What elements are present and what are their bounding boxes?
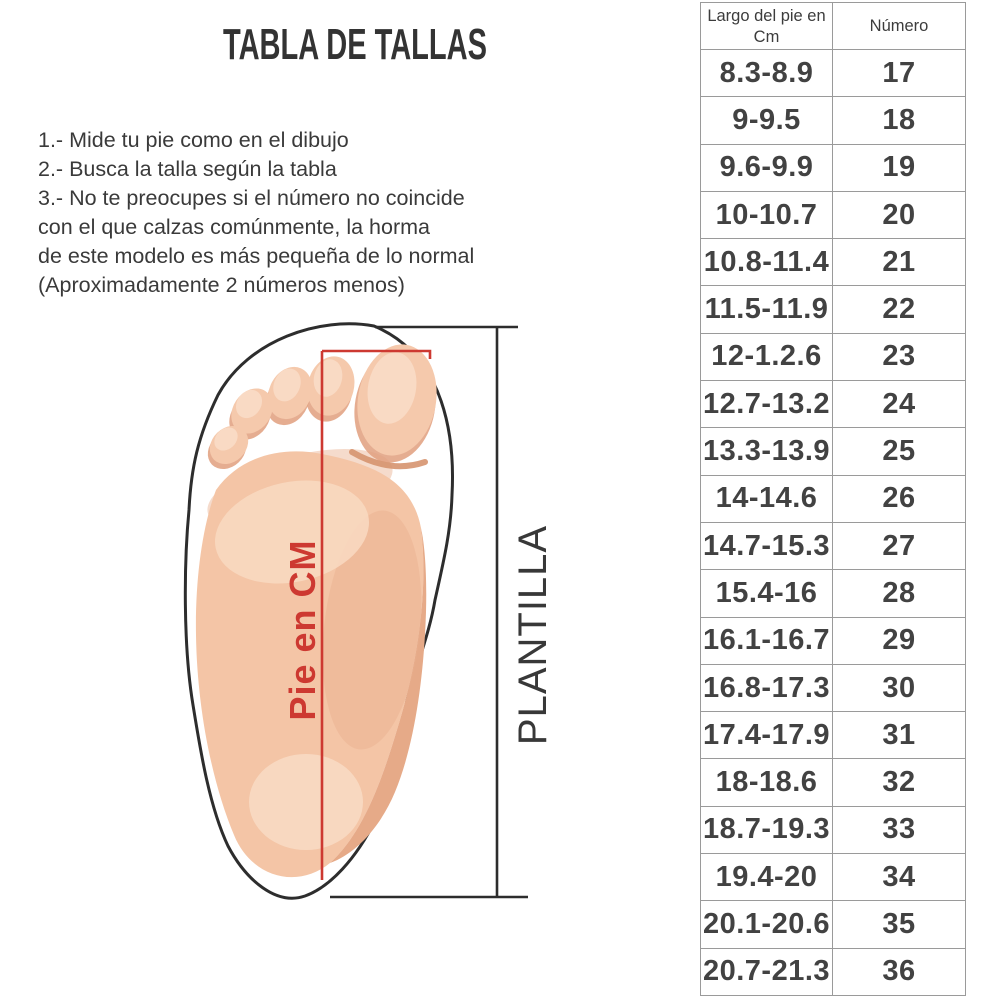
table-row — [701, 618, 965, 665]
cell-size-number: 19 — [882, 151, 916, 184]
foot-heel-highlight — [249, 754, 363, 850]
cell-foot-length: 19.4-20 — [701, 854, 833, 900]
table-row — [701, 807, 965, 854]
cell-size-number: 29 — [882, 624, 916, 657]
table-row — [701, 523, 965, 570]
instruction-line: 1.- Mide tu pie como en el dibujo — [38, 128, 349, 152]
cell-foot-length: 9.6-9.9 — [701, 145, 833, 191]
cell-foot-length: 8.3-8.9 — [701, 50, 833, 96]
cell-foot-length: 20.7-21.3 — [701, 949, 833, 995]
cell-size-number: 18 — [882, 103, 916, 136]
insole-label: PLANTILLA — [511, 524, 555, 746]
table-row — [701, 239, 965, 286]
foot-measurement-diagram — [0, 300, 600, 920]
cell-foot-length: 16.8-17.3 — [701, 665, 833, 711]
cell-size-number: 30 — [882, 671, 916, 704]
cell-size-number: 17 — [882, 56, 916, 89]
cell-foot-length: 13.3-13.9 — [701, 428, 833, 474]
cell-foot-length: 14.7-15.3 — [701, 523, 833, 569]
table-row — [701, 334, 965, 381]
cell-size-number: 31 — [882, 718, 916, 751]
cell-foot-length: 12.7-13.2 — [701, 381, 833, 427]
cell-size-number: 33 — [882, 813, 916, 846]
foot-length-label: Pie en CM — [282, 539, 323, 721]
cell-foot-length: 14-14.6 — [701, 476, 833, 522]
cell-size-number: 35 — [882, 907, 916, 940]
table-row — [701, 286, 965, 333]
cell-size-number: 24 — [882, 387, 916, 420]
table-row — [701, 145, 965, 192]
cell-size-number: 23 — [882, 340, 916, 373]
table-header-row — [701, 3, 965, 50]
cell-foot-length: 15.4-16 — [701, 570, 833, 616]
table-row — [701, 665, 965, 712]
table-row — [701, 712, 965, 759]
cell-foot-length: 18.7-19.3 — [701, 807, 833, 853]
column-header-size-number: Número — [869, 17, 929, 36]
cell-size-number: 22 — [882, 293, 916, 326]
cell-size-number: 21 — [882, 245, 916, 278]
column-header-foot-length: Largo del pie en Cm — [701, 3, 833, 49]
cell-foot-length: 12-1.2.6 — [701, 334, 833, 380]
cell-foot-length: 16.1-16.7 — [701, 618, 833, 664]
table-row — [701, 428, 965, 475]
cell-size-number: 27 — [882, 529, 916, 562]
instruction-line: (Aproximadamente 2 números menos) — [38, 273, 405, 297]
cell-foot-length: 18-18.6 — [701, 759, 833, 805]
cell-foot-length: 9-9.5 — [701, 97, 833, 143]
cell-size-number: 20 — [882, 198, 916, 231]
table-body — [701, 50, 965, 995]
cell-foot-length: 11.5-11.9 — [701, 286, 833, 332]
cell-foot-length: 17.4-17.9 — [701, 712, 833, 758]
table-row — [701, 192, 965, 239]
cell-size-number: 25 — [882, 435, 916, 468]
size-table — [700, 2, 966, 996]
cell-foot-length: 10-10.7 — [701, 192, 833, 238]
table-row — [701, 381, 965, 428]
instruction-line: de este modelo es más pequeña de lo normal — [38, 244, 475, 268]
cell-size-number: 32 — [882, 766, 916, 799]
instruction-line: con el que calzas comúnmente, la horma — [38, 215, 430, 239]
page-title: TABLA DE TALLAS — [222, 20, 488, 69]
table-row — [701, 476, 965, 523]
table-row — [701, 949, 965, 995]
cell-size-number: 34 — [882, 860, 916, 893]
instruction-line: 3.- No te preocupes si el número no coincide — [38, 186, 465, 210]
table-row — [701, 759, 965, 806]
table-row — [701, 901, 965, 948]
instruction-line: 2.- Busca la talla según la tabla — [38, 157, 337, 181]
cell-size-number: 28 — [882, 576, 916, 609]
table-row — [701, 854, 965, 901]
table-row — [701, 97, 965, 144]
table-row — [701, 50, 965, 97]
cell-size-number: 26 — [882, 482, 916, 515]
cell-foot-length: 20.1-20.6 — [701, 901, 833, 947]
table-row — [701, 570, 965, 617]
cell-size-number: 36 — [882, 955, 916, 988]
cell-foot-length: 10.8-11.4 — [701, 239, 833, 285]
instructions-list — [38, 126, 678, 300]
